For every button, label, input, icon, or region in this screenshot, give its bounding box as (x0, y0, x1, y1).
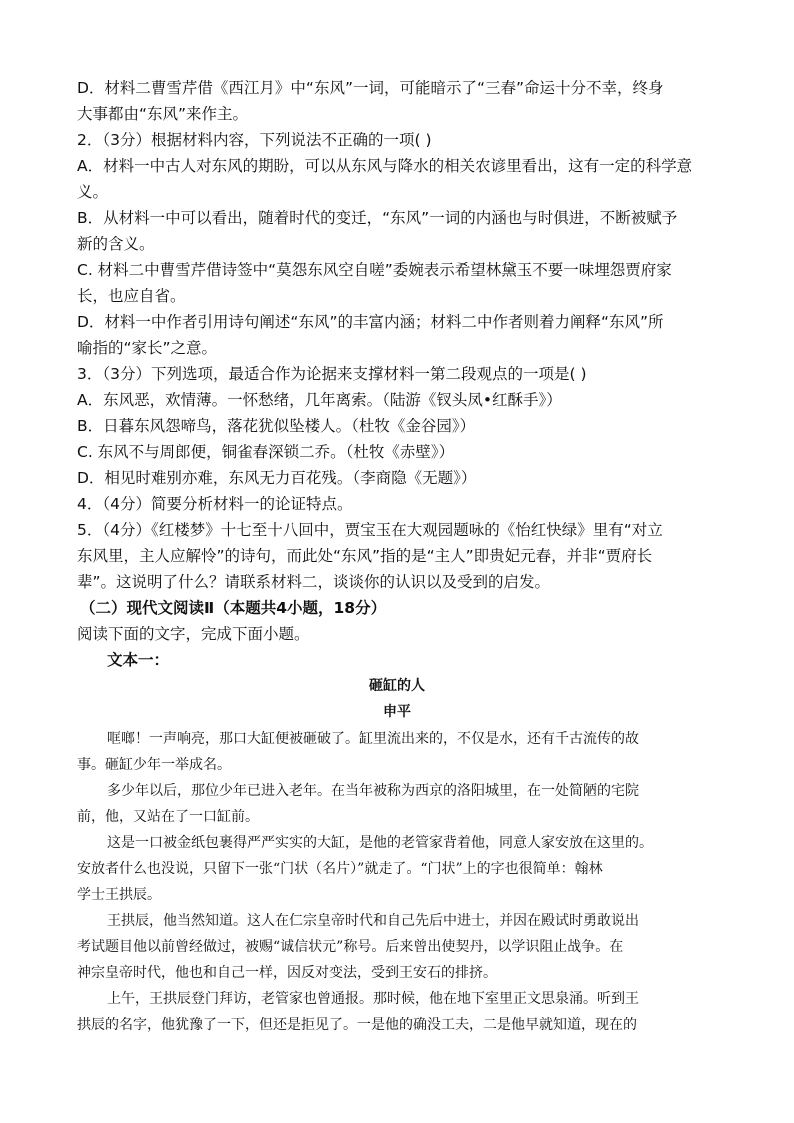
story-paragraph-line: 考试题目他以前曾经做过，被赐“诚信状元”称号。后来曾出使契丹，以学识阻止战争。在 (77, 939, 624, 955)
story-paragraph-line: 学士王拱辰。 (77, 887, 161, 903)
story-paragraph-line: 多少年以后，那位少年已进入老年。在当年被称为西京的洛阳城里，在一处简陋的宅院 (107, 783, 639, 799)
story-paragraph-line: 这是一口被金纸包裹得严严实实的大缸，是他的老管家背着他，同意人家安放在这里的。 (107, 835, 653, 851)
reading-instruction: 阅读下面的文字，完成下面小题。 (77, 625, 310, 643)
story-paragraph-line: 安放者什么也没说，只留下一张“门状（名片）”就走了。“门状”上的字也很简单：翰林 (77, 861, 603, 877)
story-author: 申平 (383, 704, 411, 720)
q2-option-a-line-2: 义。 (77, 183, 109, 201)
story-paragraph-line: 事。砸缸少年一举成名。 (77, 757, 231, 773)
question-4: 4．（4分）简要分析材料一的论证特点。 (77, 495, 353, 513)
question-5-line-3: 辈”。这说明了什么？请联系材料二，谈谈你的认识以及受到的启发。 (77, 573, 551, 591)
question-3: 3．（3分）下列选项，最适合作为论据来支撑材料一第二段观点的一项是( ) (77, 365, 587, 383)
story-paragraph-line: 王拱辰，他当然知道。这人在仁宗皇帝时代和自己先后中进士，并因在殿试时勇敢说出 (107, 913, 639, 929)
option-d-line-2: 大事都由“东风”来作主。 (77, 105, 249, 123)
option-d-line-1: D．材料二曹雪芹借《西江月》中“东风”一词，可能暗示了“三春”命运十分不幸，终身 (77, 79, 664, 97)
q2-option-d-line-2: 喻指的“家长”之意。 (77, 339, 218, 357)
story-paragraph-line: 上午，王拱辰登门拜访，老管家也曾通报。那时候，他在地下室里正文思泉涌。听到王 (107, 991, 639, 1007)
story-title: 砸缸的人 (369, 678, 425, 694)
question-5-line-2: 东风里，主人应解怜”的诗句，而此处“东风”指的是“主人”即贵妃元春，并非“贾府长 (77, 547, 653, 565)
story-paragraph-line: 拱辰的名字，他犹豫了一下，但还是拒见了。一是他的确没工夫，二是他早就知道，现在的 (77, 1017, 637, 1033)
story-paragraph-line: 神宗皇帝时代，他也和自己一样，因反对变法，受到王安石的排挤。 (77, 965, 497, 981)
q2-option-d-line-1: D．材料一中作者引用诗句阐述“东风”的丰富内涵；材料二中作者则着力阐释“东风”所 (77, 313, 664, 331)
story-paragraph-line: 前，他，又站在了一口缸前。 (77, 809, 259, 825)
q2-option-b-line-1: B．从材料一中可以看出，随着时代的变迁，“东风”一词的内涵也与时俱进，不断被赋予 (77, 209, 678, 227)
question-5-line-1: 5．（4分）《红楼梦》十七至十八回中，贾宝玉在大观园题咏的《怡红快绿》里有“对立 (77, 521, 663, 539)
q2-option-c-line-1: C. 材料二中曹雪芹借诗签中“莫怨东风空自嗟”委婉表示希望林黛玉不要一味埋怨贾府家 (77, 261, 672, 279)
q3-option-a: A．东风恶，欢情薄。一怀愁绪，几年离索。（陆游《钗头凤•红酥手》） (77, 391, 562, 409)
q3-option-b: B．日暮东风怨啼鸟，落花犹似坠楼人。（杜牧《金谷园》） (77, 417, 476, 435)
q3-option-c: C. 东风不与周郎便，铜雀春深锁二乔。（杜牧《赤壁》） (77, 443, 455, 461)
q3-option-d: D．相见时难别亦难，东风无力百花残。（李商隐《无题》） (77, 469, 477, 487)
text-one-label: 文本一： (107, 651, 170, 669)
q2-option-b-line-2: 新的含义。 (77, 235, 155, 253)
q2-option-a-line-1: A．材料一中古人对东风的期盼，可以从东风与降水的相关农谚里看出，这有一定的科学意 (77, 157, 693, 175)
question-2: 2．（3分）根据材料内容，下列说法不正确的一项( ) (77, 131, 432, 149)
q2-option-c-line-2: 长，也应自省。 (77, 287, 186, 305)
story-paragraph-line: 哐啷！一声响亮，那口大缸便被砸破了。缸里流出来的，不仅是水，还有千古流传的故 (107, 731, 639, 747)
section-heading: （二）现代文阅读Ⅱ（本题共4小题，18分） (80, 599, 387, 617)
